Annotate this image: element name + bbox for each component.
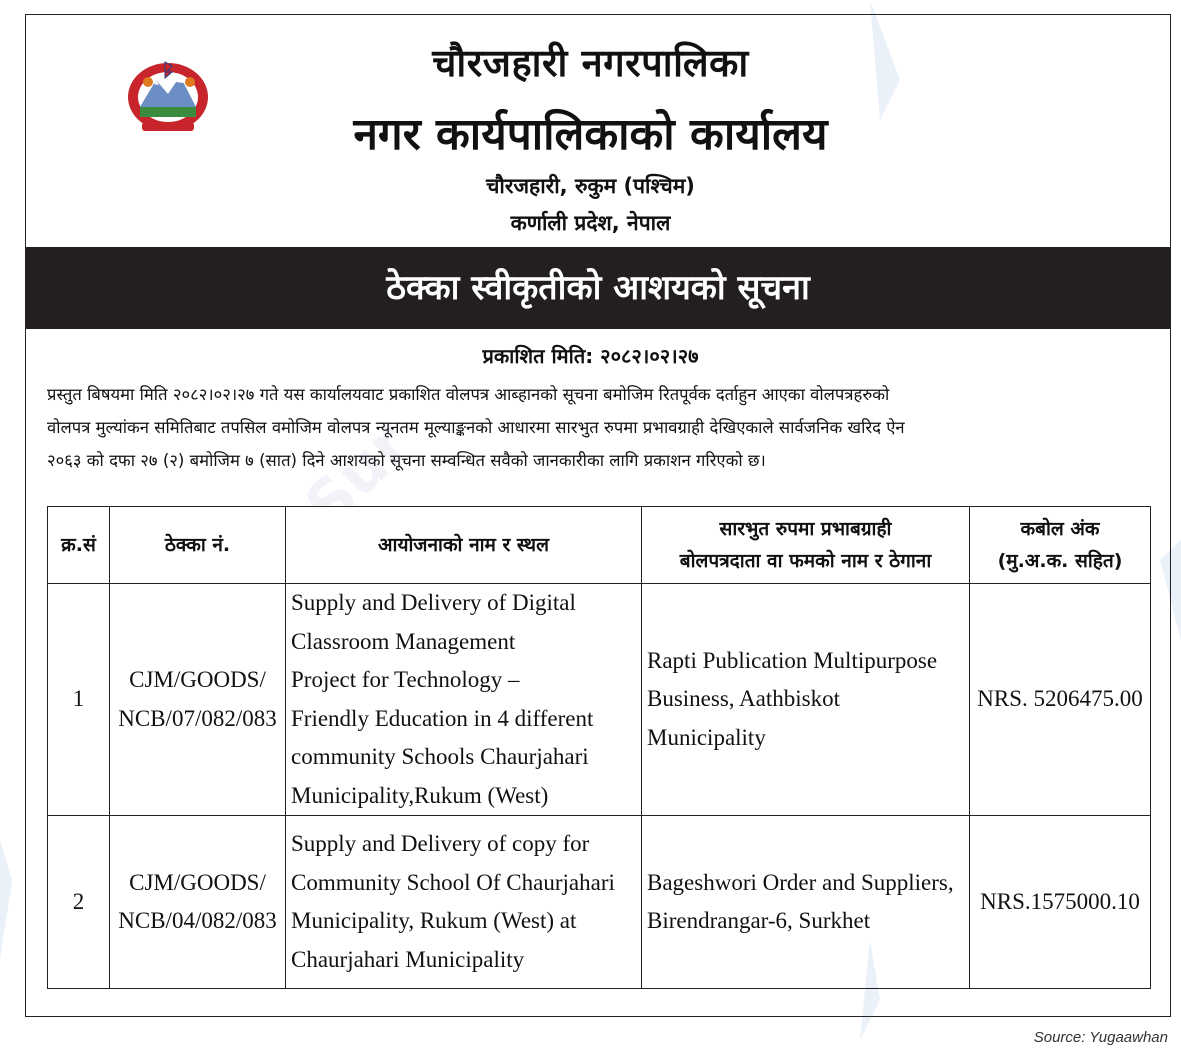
address-line-2: कर्णाली प्रदेश, नेपाल: [510, 211, 671, 235]
project-line: community Schools Chaurjahari: [291, 744, 589, 769]
contract-no-line: CJM/GOODS/: [129, 869, 266, 895]
project-line: Community School Of Chaurjahari: [291, 869, 615, 895]
notice-title: ठेक्का स्वीकृतीको आशयको सूचना: [386, 268, 810, 308]
row-project: [286, 584, 642, 816]
header-amount: [970, 507, 1151, 584]
contract-no-line: NCB/04/082/083: [118, 908, 277, 933]
row-bidder: [642, 584, 970, 816]
bidder-line: Business, Aathbiskot: [647, 686, 840, 712]
project-line: Supply and Delivery of Digital: [291, 590, 576, 615]
project-line: Project for Technology –: [291, 667, 520, 692]
bidder-line: Municipality: [647, 724, 766, 750]
row-contract-no: [110, 816, 286, 989]
header-amount-line2: (मु.अ.क. सहित): [997, 550, 1123, 572]
project-line: Classroom Management: [291, 628, 516, 654]
municipality-name: चौरजहारी नगरपालिका: [432, 41, 749, 85]
row-sn: 2: [48, 816, 110, 989]
contract-no-line: CJM/GOODS/: [129, 667, 266, 692]
body-line: प्रस्तुत बिषयमा मिति २०८२।०२।२७ गते यस कार्यालयवाट प्रकाशित वोलपत्र आब्हानको सूचना बमोजिम रितपूर्वक दर्ताहुन आएका वोलपत्रहरुको: [47, 385, 890, 404]
header-bidder: [642, 507, 970, 584]
header-project: आयोजनाको नाम र स्थल: [286, 507, 642, 584]
table-row: [48, 816, 1151, 989]
header-amount-line1: कबोल अंक: [1020, 518, 1100, 540]
project-line: Municipality, Rukum (West) at: [291, 908, 577, 933]
body-line: २०६३ को दफा २७ (२) बमोजिम ७ (सात) दिने आशयको सूचना सम्वन्धित सवैको जानकारीका लागि प्रकाशन गरिएको छ।: [47, 451, 766, 470]
published-date: प्रकाशित मिति: २०८२।०२।२७: [482, 344, 699, 368]
bidder-line: Birendrangar-6, Surkhet: [647, 908, 871, 933]
contract-table: [47, 506, 1151, 989]
row-bidder: [642, 816, 970, 989]
watermark: Sur: [292, 409, 424, 541]
notice-body: [47, 378, 1137, 477]
row-contract-no: [110, 584, 286, 816]
body-line: वोलपत्र मुल्यांकन समितिबाट तपसिल वमोजिम वोलपत्र न्यूनतम मूल्याङ्कनको आधारमा सारभुत रुपमा प्रभावग्राही देखिएकाले सार्वजनिक खरिद ऐन: [47, 418, 905, 437]
bidder-line: Rapti Publication Multipurpose: [647, 647, 938, 673]
notice-title-banner: [25, 247, 1171, 329]
header-contract-no: ठेक्का नं.: [110, 507, 286, 584]
row-sn: 1: [48, 584, 110, 816]
office-name: नगर कार्यपालिकाको कार्यालय: [353, 109, 828, 160]
header-bidder-line1: सारभुत रुपमा प्रभाबग्राही: [719, 518, 892, 540]
header-bidder-line2: बोलपत्रदाता वा फमको नाम र ठेगाना: [679, 550, 932, 572]
contract-no-line: NCB/07/082/083: [118, 705, 277, 731]
row-amount: NRS. 5206475.00: [970, 584, 1151, 816]
bidder-line: Bageshwori Order and Suppliers,: [647, 869, 954, 895]
header-sn: क्र.सं: [48, 507, 110, 584]
source-credit: Source: Yugaawhan: [1033, 1029, 1168, 1046]
project-line: Supply and Delivery of copy for: [291, 831, 590, 856]
row-amount: NRS.1575000.10: [970, 816, 1151, 989]
project-line: Friendly Education in 4 different: [291, 705, 594, 731]
project-line: Chaurjahari Municipality: [291, 946, 525, 972]
address-line-1: चौरजहारी, रुकुम (पश्चिम): [486, 174, 695, 198]
table-row: [48, 584, 1151, 816]
project-line: Municipality,Rukum (West): [291, 782, 549, 808]
row-project: [286, 816, 642, 989]
